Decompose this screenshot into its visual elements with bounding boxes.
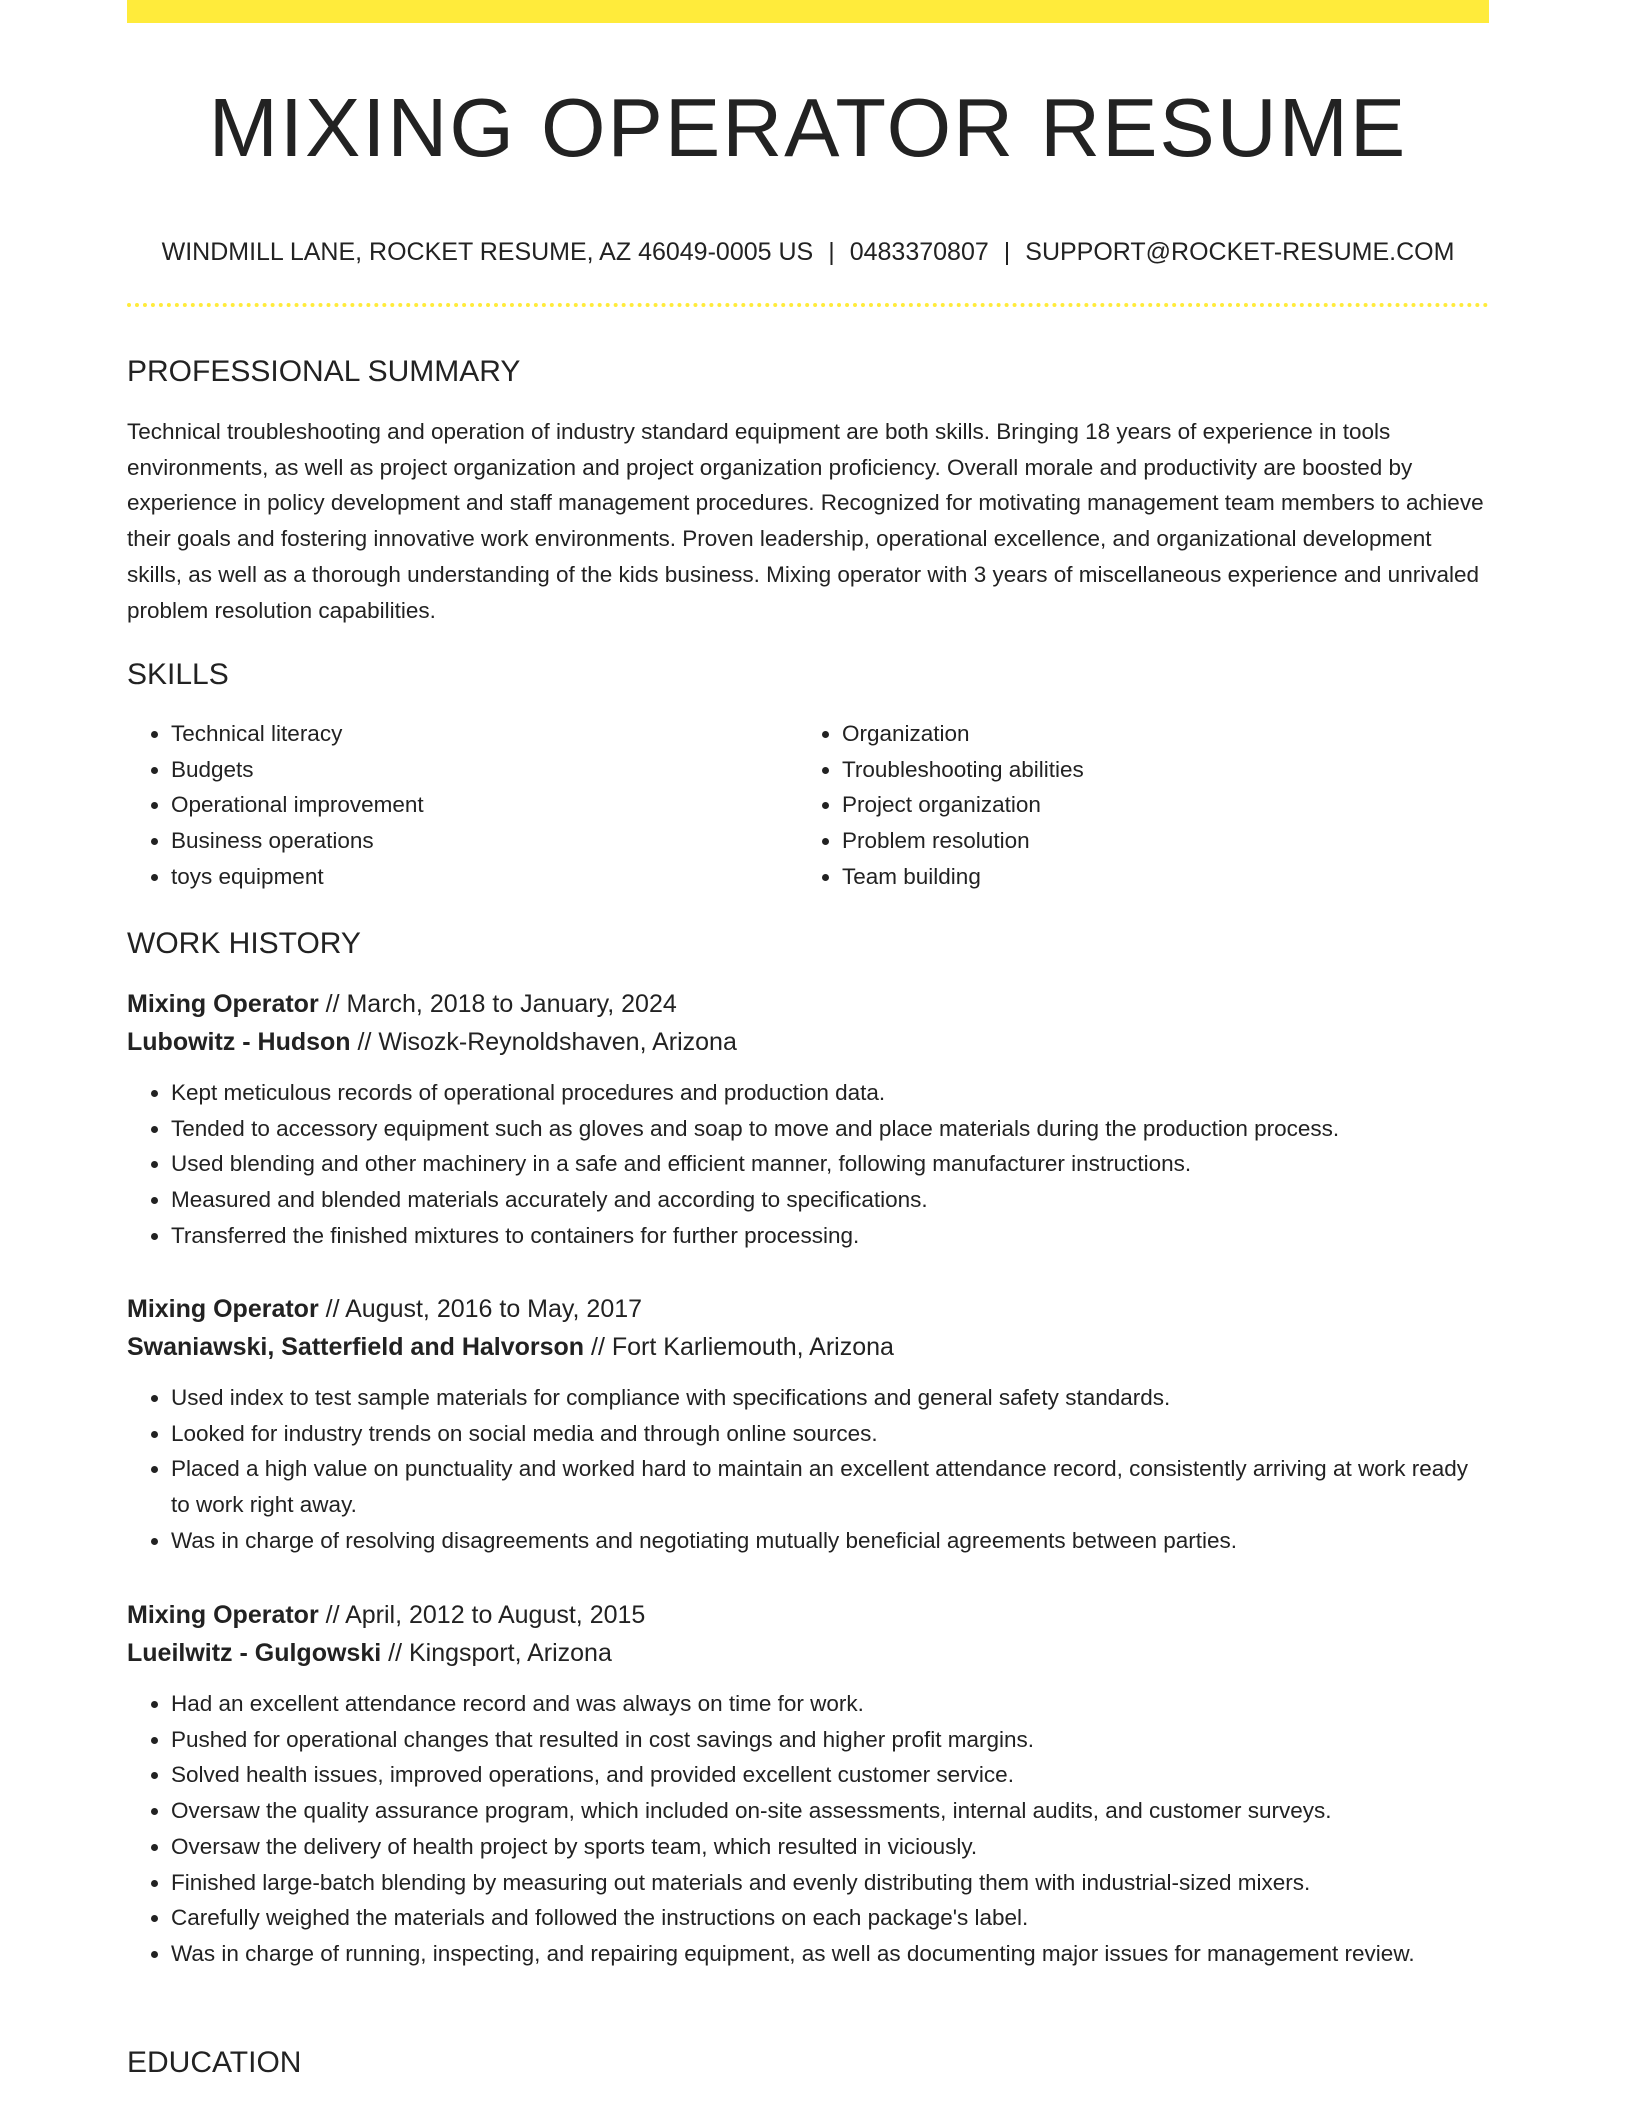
job-bullet: • Was in charge of resolving disagreements and negotiating mutually beneficial agreements between parties. bbox=[171, 1523, 1489, 1559]
job-bullet: • Was in charge of running, inspecting, and repairing equipment, as well as documenting major issues for management review. bbox=[171, 1936, 1489, 1972]
job-company-line bbox=[127, 1023, 1489, 1061]
job-company: Lueilwitz - Gulgowski bbox=[127, 1639, 382, 1667]
job-bullet: • Oversaw the quality assurance program, which included on-site assessments, internal audits, and customer surveys. bbox=[171, 1793, 1489, 1829]
skill-item: • Troubleshooting abilities bbox=[842, 752, 1462, 788]
job-dates: // August, 2016 to May, 2017 bbox=[318, 1295, 643, 1323]
contact-separator: | bbox=[1003, 238, 1011, 266]
skill-item: • toys equipment bbox=[171, 859, 791, 895]
job-title-line bbox=[127, 1596, 1489, 1634]
work-history-heading: WORK HISTORY bbox=[127, 927, 361, 960]
resume-title: MIXING OPERATOR RESUME bbox=[208, 81, 1408, 174]
job-bullet: • Oversaw the delivery of health project by sports team, which resulted in viciously. bbox=[171, 1829, 1489, 1865]
skill-item: • Organization bbox=[842, 716, 1462, 752]
job-bullet: • Placed a high value on punctuality and worked hard to maintain an excellent attendance record, consistently arriving at work ready to work right away. bbox=[171, 1451, 1489, 1522]
skill-item: • Operational improvement bbox=[171, 787, 791, 823]
skill-item: • Technical literacy bbox=[171, 716, 791, 752]
job-bullet: • Solved health issues, improved operations, and provided excellent customer service. bbox=[171, 1757, 1489, 1793]
skills-heading: SKILLS bbox=[127, 658, 229, 691]
skill-item: • Business operations bbox=[171, 823, 791, 859]
contact-address: WINDMILL LANE, ROCKET RESUME, AZ 46049-0005 US bbox=[161, 238, 814, 266]
job-company: Lubowitz - Hudson bbox=[127, 1028, 351, 1056]
skill-item: • Problem resolution bbox=[842, 823, 1462, 859]
job-bullet: • Kept meticulous records of operational procedures and production data. bbox=[171, 1075, 1489, 1111]
job-role: Mixing Operator bbox=[127, 1601, 319, 1629]
dotted-divider bbox=[127, 303, 1489, 307]
accent-bar bbox=[127, 0, 1489, 23]
job-bullets bbox=[127, 1380, 1489, 1559]
job-location: // Wisozk-Reynoldshaven, Arizona bbox=[350, 1028, 737, 1056]
summary-text: Technical troubleshooting and operation of industry standard equipment are both skills. Bringing 18 years of experience in tools environments, as well as project organization and project organization proficiency. Overall morale and productivity are boosted by experience in policy development and staff management procedures. Recognized for motivating management team members to achieve their goals and fostering innovative work environments. Proven leadership, operational excellence, and organizational development skills, as well as a thorough understanding of the kids business. Mixing operator with 3 years of miscellaneous experience and unrivaled problem resolution capabilities. bbox=[127, 419, 1484, 623]
job-company-line bbox=[127, 1634, 1489, 1672]
contact-phone: 0483370807 bbox=[849, 238, 989, 266]
job-dates: // April, 2012 to August, 2015 bbox=[318, 1601, 646, 1629]
job-entry bbox=[127, 1596, 1489, 1972]
job-company: Swaniawski, Satterfield and Halvorson bbox=[127, 1333, 585, 1361]
job-bullet: • Looked for industry trends on social media and through online sources. bbox=[171, 1416, 1489, 1452]
job-location: // Kingsport, Arizona bbox=[381, 1639, 612, 1667]
job-bullet: • Finished large-batch blending by measuring out materials and evenly distributing them with industrial-sized mixers. bbox=[171, 1865, 1489, 1901]
job-title-line bbox=[127, 985, 1489, 1023]
skills-column-right bbox=[798, 716, 1462, 895]
contact-separator: | bbox=[828, 238, 835, 266]
job-bullet: • Measured and blended materials accurately and according to specifications. bbox=[171, 1182, 1489, 1218]
summary-heading: PROFESSIONAL SUMMARY bbox=[127, 355, 521, 388]
job-entry bbox=[127, 985, 1489, 1254]
job-bullet: • Had an excellent attendance record and was always on time for work. bbox=[171, 1686, 1489, 1722]
job-bullet: • Transferred the finished mixtures to containers for further processing. bbox=[171, 1218, 1489, 1254]
job-bullet: • Carefully weighed the materials and followed the instructions on each package's label. bbox=[171, 1900, 1489, 1936]
job-role: Mixing Operator bbox=[127, 990, 319, 1018]
contact-line bbox=[127, 236, 1489, 268]
contact-email: SUPPORT@ROCKET-RESUME.COM bbox=[1025, 238, 1455, 266]
skill-item: • Budgets bbox=[171, 752, 791, 788]
skill-item: • Team building bbox=[842, 859, 1462, 895]
job-company-line bbox=[127, 1328, 1489, 1366]
job-dates: // March, 2018 to January, 2024 bbox=[318, 990, 677, 1018]
job-bullet: • Used index to test sample materials for compliance with specifications and general safety standards. bbox=[171, 1380, 1489, 1416]
job-bullets bbox=[127, 1075, 1489, 1254]
job-bullet: • Pushed for operational changes that resulted in cost savings and higher profit margins. bbox=[171, 1722, 1489, 1758]
job-entry bbox=[127, 1290, 1489, 1559]
job-bullet: • Tended to accessory equipment such as gloves and soap to move and place materials during the production process. bbox=[171, 1111, 1489, 1147]
job-location: // Fort Karliemouth, Arizona bbox=[584, 1333, 894, 1361]
job-bullet: • Used blending and other machinery in a safe and efficient manner, following manufacturer instructions. bbox=[171, 1146, 1489, 1182]
skill-item: • Project organization bbox=[842, 787, 1462, 823]
job-role: Mixing Operator bbox=[127, 1295, 319, 1323]
skills-column-left bbox=[127, 716, 791, 895]
education-heading: EDUCATION bbox=[127, 2046, 302, 2079]
job-bullets bbox=[127, 1686, 1489, 1972]
job-title-line bbox=[127, 1290, 1489, 1328]
